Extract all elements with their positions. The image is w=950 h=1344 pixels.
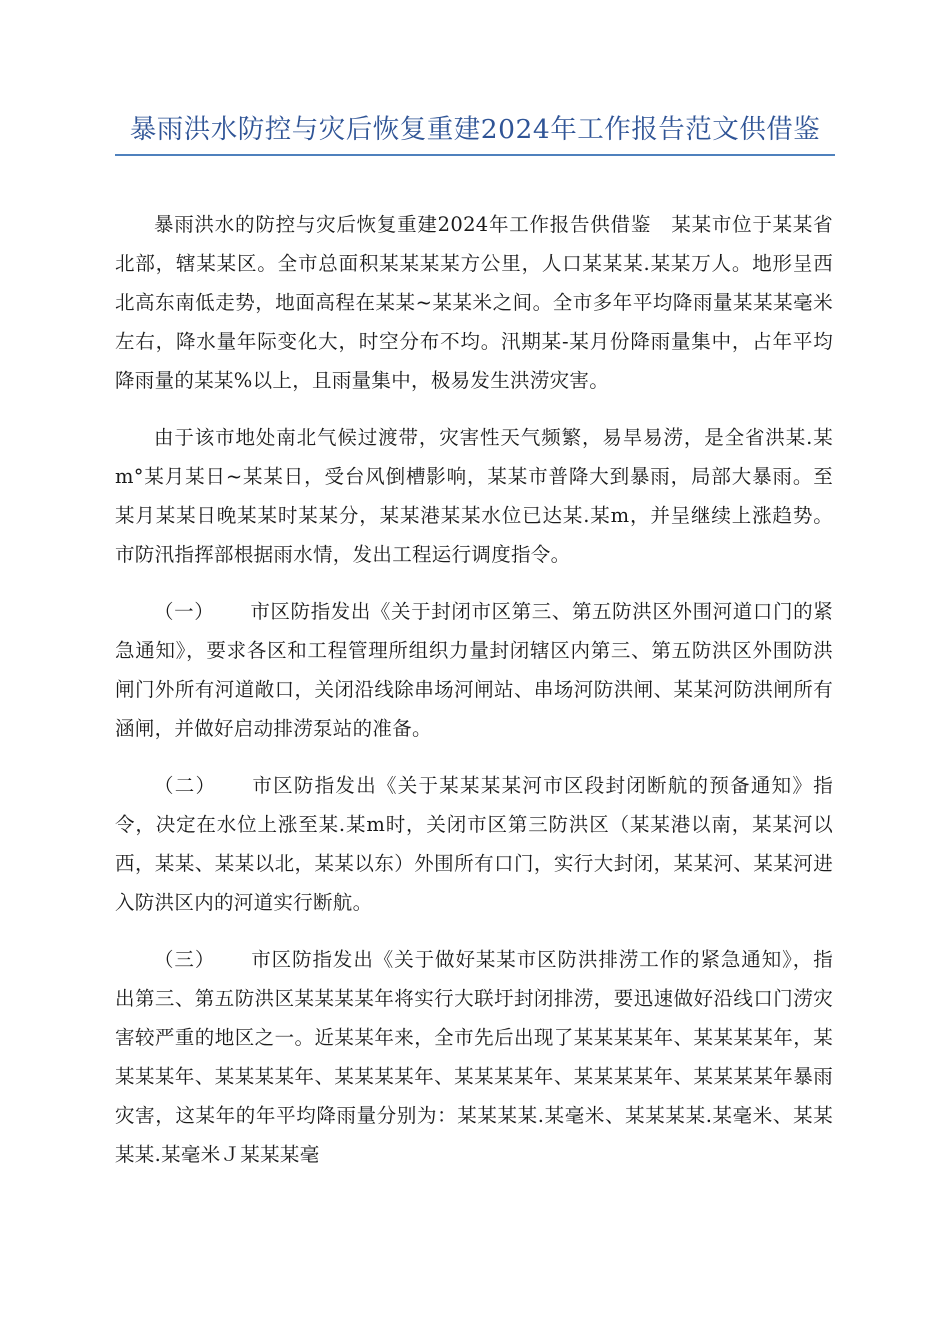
list-item-text: 市区防指发出《关于做好某某市区防洪排涝工作的紧急通知》，指出第三、第五防洪区某某某某年将实行大联圩封闭排涝，要迅速做好沿线口门涝灾害较严重的地区之一。近某某年来，全市先后出现了某某某某年、某某某某年，某某某某年、某某某某年、某某某某年、某某某某年、某某某某年、某某某某年暴雨灾害，这某年的年平均降雨量分别为：某某某某.某毫米、某某某某.某毫米、某某某某.某毫米Ｊ某某某毫 — [115, 948, 834, 1166]
list-item-text: 市区防指发出《关于封闭市区第三、第五防洪区外围河道口门的紧急通知》，要求各区和工程管理所组织力量封闭辖区内第三、第五防洪区外围防洪闸门外所有河道敞口，关闭沿线除串场河闸站、串场河防洪闸、某某河防洪闸所有涵闸，并做好启动排涝泵站的准备。 — [115, 600, 833, 740]
paragraph-intro: 暴雨洪水的防控与灾后恢复重建2024年工作报告供借鉴 某某市位于某某省北部，辖某某区。全市总面积某某某某方公里，人口某某某.某某万人。地形呈西北高东南低走势，地面高程在某某~某某米之间。全市多年平均降雨量某某某毫米左右，降水量年际变化大，时空分布不均。汛期某-某月份降雨量集中，占年平均降雨量的某某%以上，且雨量集中，极易发生洪涝灾害。 — [115, 213, 833, 392]
list-item-number: （一） — [154, 600, 215, 623]
title-block — [115, 112, 835, 156]
list-item-number: （三） — [154, 948, 216, 971]
list-item-3 — [115, 940, 833, 1174]
list-item-number: （二） — [154, 774, 217, 797]
paragraph-background: 由于该市地处南北气候过渡带，灾害性天气频繁，易旱易涝，是全省洪某.某m°某月某日~某某日，受台风倒槽影响，某某市普降大到暴雨，局部大暴雨。至某月某某日晚某某时某某分，某某港某某水位已达某.某m，并呈继续上涨趋势。市防汛指挥部根据雨水情，发出工程运行调度指令。 — [115, 426, 833, 566]
document-title: 暴雨洪水防控与灾后恢复重建2024年工作报告范文供借鉴 — [129, 114, 821, 145]
list-item-1 — [115, 592, 833, 748]
document-body — [115, 205, 833, 1174]
title-underline — [115, 154, 835, 156]
list-item-2 — [115, 766, 833, 922]
list-item-text: 市区防指发出《关于某某某某河市区段封闭断航的预备通知》指令，决定在水位上涨至某.某m时，关闭市区第三防洪区（某某港以南，某某河以西，某某、某某以北，某某以东）外围所有口门，实行大封闭，某某河、某某河进入防洪区内的河道实行断航。 — [115, 774, 833, 914]
